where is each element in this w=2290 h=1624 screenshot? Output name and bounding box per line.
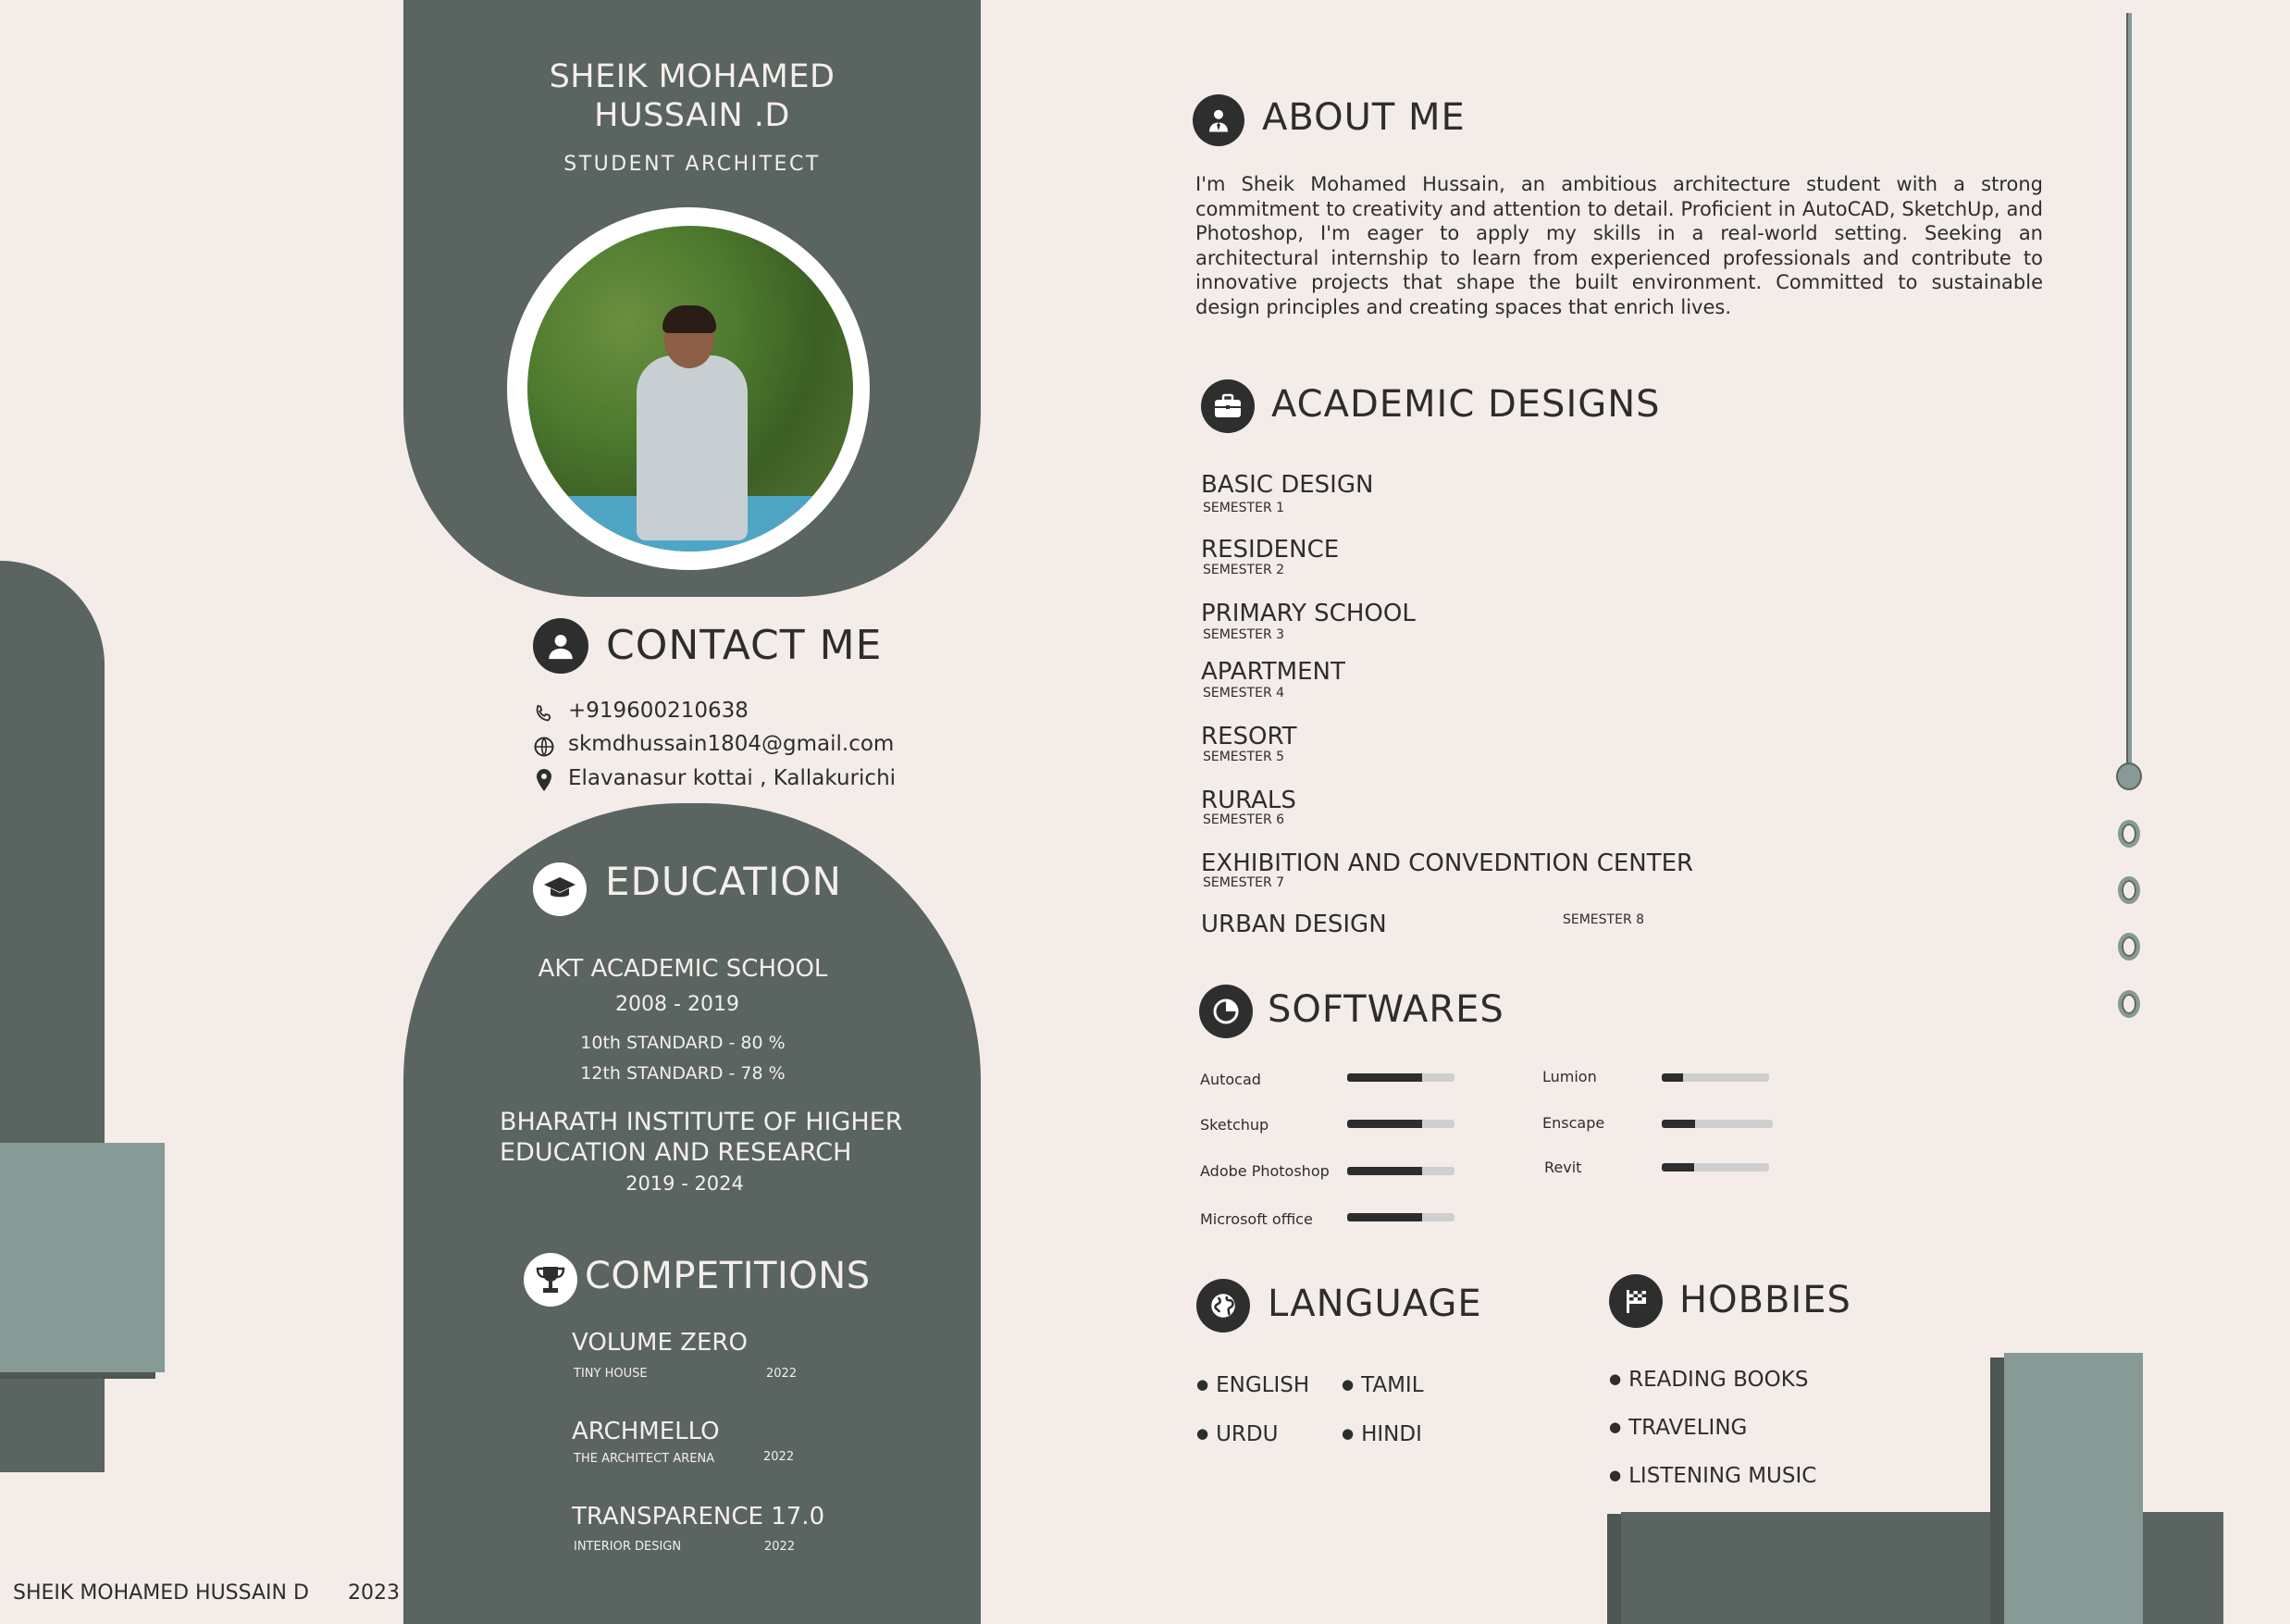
academic-item-sub: SEMESTER 8 <box>1563 912 1645 927</box>
name-line-2: HUSSAIN .D <box>594 97 790 134</box>
hobby-item: ● LISTENING MUSIC <box>1609 1464 1816 1488</box>
competition-sub: THE ARCHITECT ARENA <box>574 1452 715 1466</box>
academic-item-title: RESIDENCE <box>1201 536 1340 564</box>
school2-name <box>500 1107 903 1168</box>
language-item: ● URDU <box>1196 1422 1278 1446</box>
software-bar <box>1662 1073 1769 1082</box>
competitions-heading: COMPETITIONS <box>585 1255 871 1297</box>
academic-item-sub: SEMESTER 5 <box>1203 750 1285 764</box>
hobby-item: ● TRAVELING <box>1609 1416 1747 1440</box>
academic-item-title: URBAN DESIGN <box>1201 911 1387 938</box>
bottom-right-tower <box>2004 1353 2143 1624</box>
contact-email[interactable]: skmdhussain1804@gmail.com <box>568 732 895 756</box>
contact-heading: CONTACT ME <box>606 622 883 669</box>
avatar <box>527 226 853 552</box>
timeline-ring <box>2118 820 2140 848</box>
contact-address: Elavanasur kottai , Kallakurichi <box>568 766 897 790</box>
competition-title: ARCHMELLO <box>572 1418 720 1445</box>
timeline-ring <box>2118 990 2140 1018</box>
competition-year: 2022 <box>766 1367 798 1381</box>
name-line-1: SHEIK MOHAMED <box>549 58 836 95</box>
footer-name: SHEIK MOHAMED HUSSAIN D <box>13 1581 309 1605</box>
academic-item-sub: SEMESTER 2 <box>1203 563 1285 577</box>
software-bar <box>1347 1167 1454 1175</box>
hobby-item: ● READING BOOKS <box>1609 1368 1808 1392</box>
timeline-line <box>2126 13 2132 770</box>
profile-role: STUDENT ARCHITECT <box>563 153 821 176</box>
trophy-icon <box>524 1253 577 1307</box>
academic-item-sub: SEMESTER 3 <box>1203 627 1285 642</box>
academic-item-sub: SEMESTER 6 <box>1203 812 1285 827</box>
school1-name: AKT ACADEMIC SCHOOL <box>538 955 828 983</box>
software-bar <box>1347 1213 1454 1221</box>
academic-item-sub: SEMESTER 1 <box>1203 501 1285 515</box>
software-bar <box>1347 1073 1454 1082</box>
software-label: Revit <box>1544 1159 1582 1176</box>
software-label: Microsoft office <box>1200 1210 1313 1228</box>
academic-item-title: PRIMARY SCHOOL <box>1201 600 1416 627</box>
education-panel <box>403 803 981 1624</box>
pie-chart-icon <box>1199 985 1253 1038</box>
academic-item-title: APARTMENT <box>1201 658 1345 686</box>
academic-item-sub: SEMESTER 7 <box>1203 875 1285 890</box>
hobbies-heading: HOBBIES <box>1679 1279 1851 1321</box>
academic-heading: ACADEMIC DESIGNS <box>1271 383 1661 426</box>
language-item: ● HINDI <box>1342 1422 1422 1446</box>
about-person-icon <box>1193 94 1244 146</box>
academic-item-title: EXHIBITION AND CONVEDNTION CENTER <box>1201 849 1694 877</box>
left-decorative-rect <box>0 1143 165 1372</box>
location-pin-icon <box>535 768 553 796</box>
software-bar <box>1662 1120 1773 1128</box>
software-label: Enscape <box>1542 1114 1605 1132</box>
software-label: Lumion <box>1542 1068 1597 1085</box>
competition-title: VOLUME ZERO <box>572 1329 748 1357</box>
competition-year: 2022 <box>764 1540 796 1554</box>
globe-icon <box>533 736 555 762</box>
graduation-cap-icon <box>533 862 587 916</box>
timeline-ring <box>2118 876 2140 904</box>
flag-icon <box>1609 1274 1663 1328</box>
language-item: ● TAMIL <box>1342 1373 1424 1397</box>
contact-phone[interactable]: +919600210638 <box>568 699 749 723</box>
school2-name-line-1: BHARATH INSTITUTE OF HIGHER <box>500 1108 903 1136</box>
about-text: I'm Sheik Mohamed Hussain, an ambitious architecture student with a strong commitment to creativity and attention to detail. Proficient in AutoCAD, SketchUp, and Photoshop, I'm eager to apply my skills in a real-world setting. Seeking an architectural internship to learn from experienced professionals and contribute to innovative projects that shape the built environment. Committed to sustainable design principles and creating spaces that enrich lives. <box>1195 173 2043 318</box>
language-heading: LANGUAGE <box>1268 1283 1482 1325</box>
software-label: Adobe Photoshop <box>1200 1162 1330 1180</box>
competition-sub: INTERIOR DESIGN <box>574 1540 682 1554</box>
timeline-ring <box>2118 933 2140 961</box>
education-heading: EDUCATION <box>605 859 842 904</box>
about-heading: ABOUT ME <box>1262 96 1466 139</box>
briefcase-icon <box>1201 379 1255 433</box>
competition-sub: TINY HOUSE <box>574 1367 648 1381</box>
globe-dark-icon <box>1196 1279 1250 1333</box>
academic-item-title: BASIC DESIGN <box>1201 471 1374 499</box>
competition-year: 2022 <box>763 1450 795 1464</box>
software-bar <box>1347 1120 1454 1128</box>
language-item: ● ENGLISH <box>1196 1373 1309 1397</box>
software-bar <box>1662 1163 1769 1172</box>
academic-item-sub: SEMESTER 4 <box>1203 686 1285 700</box>
academic-item-title: RURALS <box>1201 787 1296 814</box>
phone-icon <box>533 703 553 727</box>
academic-item-title: RESORT <box>1201 723 1297 750</box>
school1-years: 2008 - 2019 <box>615 993 739 1016</box>
timeline-active-dot <box>2116 762 2142 790</box>
software-label: Sketchup <box>1200 1116 1269 1134</box>
profile-name <box>403 57 981 135</box>
footer-year: 2023 <box>348 1581 400 1605</box>
school2-name-line-2: EDUCATION AND RESEARCH <box>500 1138 852 1167</box>
competition-title: TRANSPARENCE 17.0 <box>572 1503 825 1531</box>
software-label: Autocad <box>1200 1071 1261 1088</box>
contact-person-icon <box>533 618 588 674</box>
softwares-heading: SOFTWARES <box>1268 988 1504 1031</box>
school2-years: 2019 - 2024 <box>625 1172 744 1195</box>
school1-10th: 10th STANDARD - 80 % <box>580 1033 786 1053</box>
school1-12th: 12th STANDARD - 78 % <box>580 1063 786 1084</box>
